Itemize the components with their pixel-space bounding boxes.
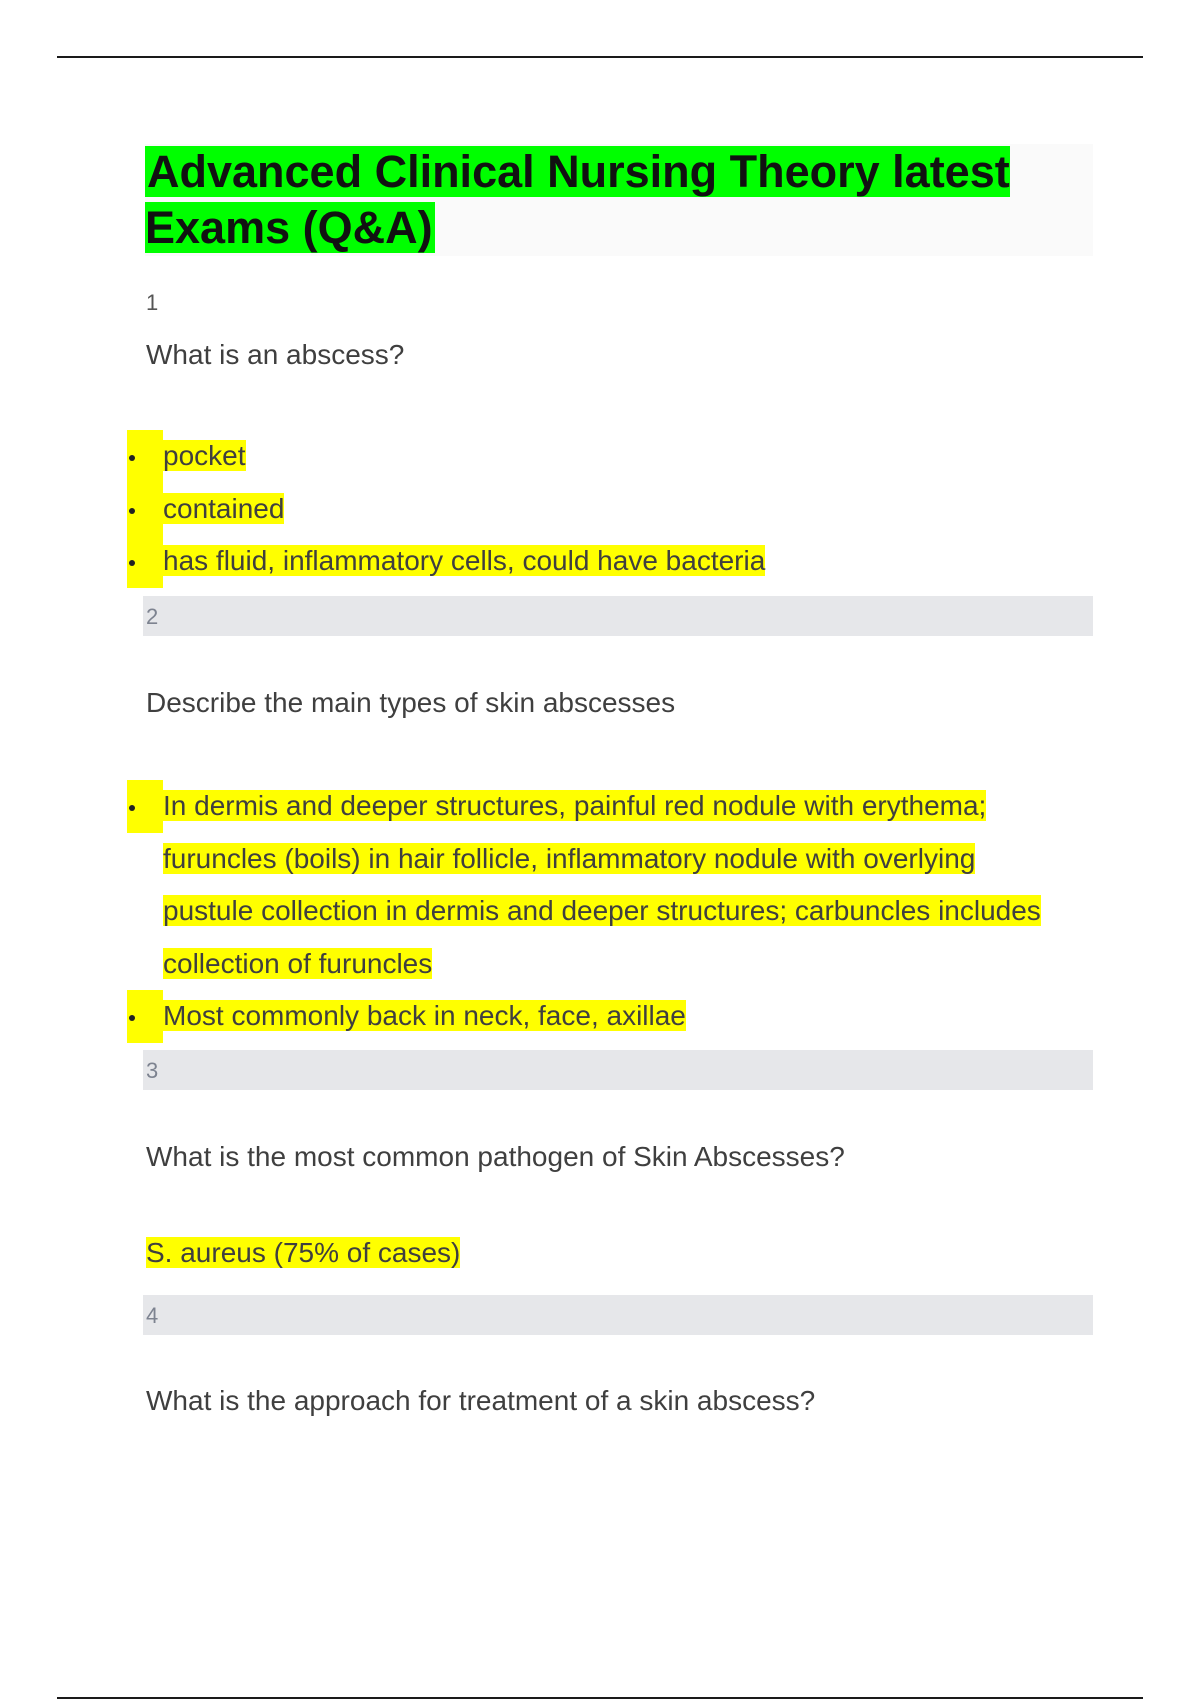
page-title: Advanced Clinical Nursing Theory latest Exams (Q&A): [145, 146, 1010, 253]
answer-text: S. aureus (75% of cases): [146, 1237, 461, 1268]
bullet-icon: [127, 780, 163, 833]
bullet-icon: [127, 483, 163, 536]
list-item: contained: [127, 483, 765, 536]
question-number-bar: [143, 1050, 1093, 1090]
list-item: pocket: [127, 430, 765, 483]
bullet-icon: [127, 535, 163, 588]
bottom-rule: [57, 1697, 1143, 1699]
question-number: 2: [146, 604, 159, 629]
answer-list: [127, 430, 765, 588]
bullet-icon: [127, 990, 163, 1043]
list-item: has fluid, inflammatory cells, could have bacteria: [127, 535, 765, 588]
list-item: Most commonly back in neck, face, axillae: [127, 990, 1063, 1043]
question-number: 4: [146, 1303, 159, 1328]
question-number: 3: [146, 1058, 159, 1083]
question-text: What is the approach for treatment of a skin abscess?: [146, 1385, 816, 1416]
question-text: Describe the main types of skin abscesses: [146, 687, 676, 718]
top-rule: [57, 56, 1143, 58]
answer-list: [127, 780, 1063, 1043]
question-number-bar: [143, 596, 1093, 636]
bullet-icon: [127, 430, 163, 483]
question-text: What is an abscess?: [146, 339, 405, 370]
list-item: In dermis and deeper structures, painful red nodule with erythema; furuncles (boils) in hair follicle, inflammatory nodule with overlying pustule collection in dermis and deeper structures; carbuncles includes collection of furuncles: [127, 780, 1063, 990]
question-number-bar: [143, 1295, 1093, 1335]
question-text: What is the most common pathogen of Skin Abscesses?: [146, 1141, 845, 1172]
title-block: [145, 144, 1093, 256]
question-number: 1: [146, 290, 159, 315]
